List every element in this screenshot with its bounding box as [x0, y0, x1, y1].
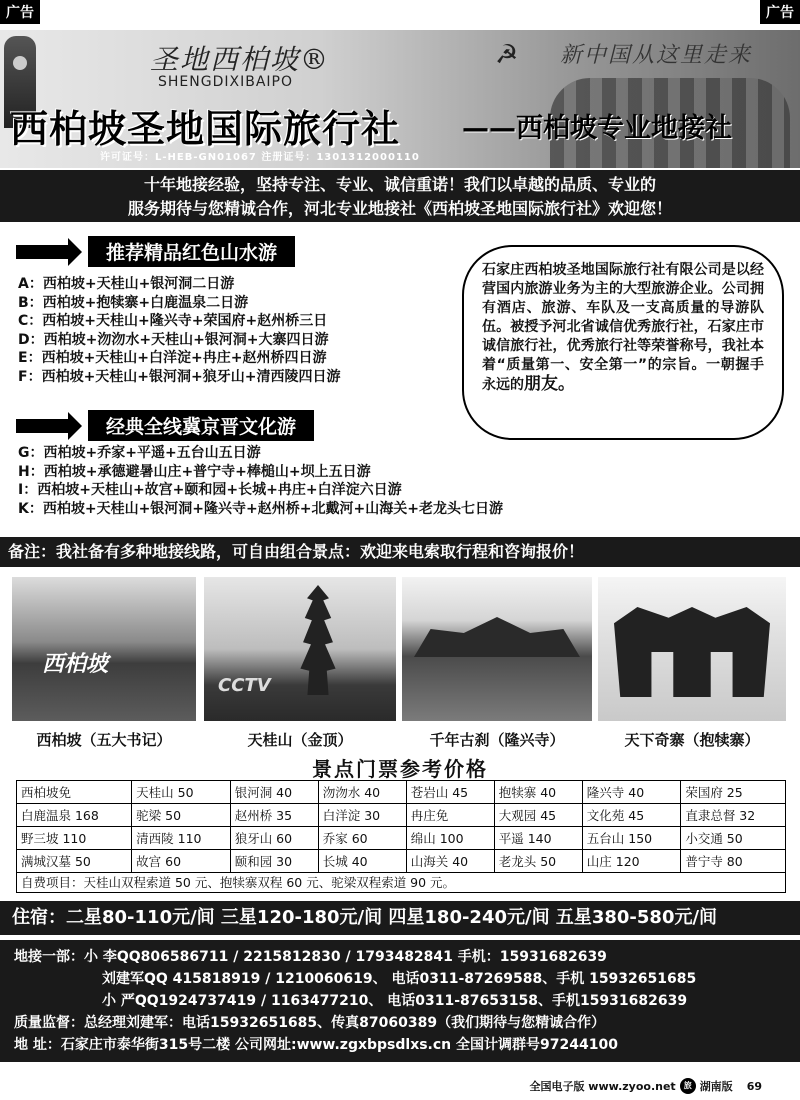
route-item: H：西柏坡+承德避暑山庄+普宁寺+棒槌山+坝上五日游: [18, 463, 371, 480]
route-item: B：西柏坡+抱犊寨+白鹿温泉二日游: [18, 294, 249, 311]
ad-tag-left: 广告: [0, 0, 40, 24]
route-item: F：西柏坡+天桂山+银河洞+狼牙山+清西陵四日游: [18, 368, 341, 385]
table-cell: 直隶总督 32: [681, 804, 786, 827]
table-cell: 冉庄免: [406, 804, 494, 827]
table-cell: 抱犊寨 40: [494, 781, 582, 804]
table-cell: 平遥 140: [494, 827, 582, 850]
route-item: A：西柏坡+天桂山+银河洞二日游: [18, 276, 235, 292]
table-row: [17, 827, 786, 850]
company-intro-box: [462, 245, 784, 440]
price-table-title: 景点门票参考价格: [312, 757, 488, 781]
price-table: [16, 780, 786, 873]
contact-line: 刘建军QQ 415818919 / 1210060619、 电话0311-87269588、手机 15932651685: [102, 971, 697, 987]
table-cell: 白洋淀 30: [318, 804, 406, 827]
table-cell: 赵州桥 35: [230, 804, 318, 827]
route-item: C：西柏坡+天桂山+隆兴寺+荣国府+赵州桥三日: [18, 313, 328, 329]
hotel-price-bar: 住宿：二星80-110元/间 三星120-180元/间 四星180-240元/间 五星380-580元/间: [0, 901, 800, 935]
table-cell: 五台山 150: [582, 827, 681, 850]
logo-text: 圣地西柏坡®: [150, 43, 331, 76]
table-cell: 老龙头 50: [494, 850, 582, 873]
footer-edition: 全国电子版 www.zyoo.net: [529, 1080, 676, 1093]
table-cell: 沕沕水 40: [318, 781, 406, 804]
table-cell: 驼梁 50: [132, 804, 231, 827]
section-label: 经典全线冀京晋文化游: [88, 410, 314, 441]
contact-line: 小 严QQ1924737419 / 1163477210、 电话0311-87653158、手机15931682639: [102, 993, 688, 1009]
table-cell: 文化苑 45: [582, 804, 681, 827]
route-item: I：西柏坡+天桂山+故宫+颐和园+长城+冉庄+白洋淀六日游: [18, 482, 402, 498]
travel-badge-icon: 旅: [680, 1078, 696, 1094]
table-cell: 白鹿温泉 168: [17, 804, 132, 827]
company-intro-emphasis: 朋友。: [524, 374, 575, 394]
table-cell: 山海关 40: [406, 850, 494, 873]
section-header-culture-tours: [16, 410, 314, 441]
page-number: 69: [746, 1079, 762, 1093]
table-cell: 西柏坡免: [17, 781, 132, 804]
photo-baoduzhai: [598, 577, 786, 721]
footer-region: 湖南版: [699, 1080, 733, 1093]
table-cell: 乔家 60: [318, 827, 406, 850]
cctv-watermark: CCTV: [218, 675, 271, 696]
route-item: K：西柏坡+天桂山+银河洞+隆兴寺+赵州桥+北戴河+山海关+老龙头七日游: [18, 500, 503, 517]
table-cell: 满城汉墓 50: [17, 850, 132, 873]
license-numbers: 许可证号：L-HEB-GN01067 注册证号：1301312000110: [100, 152, 420, 163]
ad-tag-right: 广告: [760, 0, 800, 24]
table-cell: 荣国府 25: [681, 781, 786, 804]
intro-bar: [0, 170, 800, 222]
contact-block: [0, 940, 800, 1062]
gate-image: [614, 607, 770, 697]
photo-tianguishan: [204, 577, 396, 721]
quality-supervision: 质量监督：总经理刘建军：电话15932651685、传真87060389（我们期待与您精诚合作）: [14, 1015, 606, 1031]
temple-roofs-image: [414, 617, 580, 657]
company-intro-text: 石家庄西柏坡圣地国际旅行社有限公司是以经营国内旅游业务为主的大型旅游企业。公司拥有酒店、旅游、车队及一支高质量的导游队伍。被授予河北省诚信优秀旅行社，石家庄市诚信旅行社，优秀旅行社等荣誉称号，我社本着“质量第一、安全第一”的宗旨。一朝握手永远的: [482, 262, 764, 393]
section-header-red-tours: [16, 236, 295, 267]
table-cell: 狼牙山 60: [230, 827, 318, 850]
route-list-culture-tours: [18, 444, 503, 518]
intro-line-1: 十年地接经验，坚持专注、专业、诚信重诺！我们以卓越的品质、专业的: [143, 175, 656, 194]
route-item: G：西柏坡+乔家+平遥+五台山五日游: [18, 445, 261, 461]
table-cell: 绵山 100: [406, 827, 494, 850]
table-row: [17, 850, 786, 873]
header-banner: [0, 30, 800, 168]
contact-line: 地接一部：小 李QQ806586711 / 2215812830 / 1793482841 手机：15931682639: [14, 949, 607, 965]
table-cell: 野三坡 110: [17, 827, 132, 850]
table-row: [17, 804, 786, 827]
table-cell: 普宁寺 80: [681, 850, 786, 873]
logo-subtext: SHENGDIXIBAIPO: [158, 74, 293, 90]
agency-title: 西柏坡圣地国际旅行社: [10, 107, 401, 151]
route-item: D：西柏坡+沕沕水+天桂山+银河洞+大寨四日游: [18, 331, 329, 348]
intro-line-2: 服务期待与您精诚合作，河北专业地接社《西柏坡圣地国际旅行社》欢迎您！: [127, 199, 672, 218]
note-bar: 备注：我社备有多种地接线路，可自由组合景点：欢迎来电索取行程和咨询报价！: [0, 537, 800, 567]
table-cell: 小交通 50: [681, 827, 786, 850]
table-row: [17, 781, 786, 804]
table-cell: 天桂山 50: [132, 781, 231, 804]
arrow-right-icon: [16, 245, 70, 259]
table-cell: 山庄 120: [582, 850, 681, 873]
table-cell: 清西陵 110: [132, 827, 231, 850]
table-cell: 故宫 60: [132, 850, 231, 873]
photo-xibaipo: [12, 577, 196, 721]
table-cell: 银河洞 40: [230, 781, 318, 804]
pagoda-image: [296, 585, 340, 695]
table-cell: 大观园 45: [494, 804, 582, 827]
table-cell: 隆兴寺 40: [582, 781, 681, 804]
photo-caption: 西柏坡（五大书记）: [36, 731, 172, 749]
party-emblem-icon: ☭: [495, 40, 519, 70]
photo-longxing-temple: [402, 577, 592, 721]
photo-xibaipo-text: 西柏坡: [42, 652, 109, 677]
self-pay-items: 自费项目：天桂山双程索道 50 元、抱犊寨双程 60 元、驼梁双程索道 90 元。: [16, 871, 786, 893]
route-list-red-tours: [18, 275, 340, 386]
table-cell: 苍岩山 45: [406, 781, 494, 804]
agency-subtitle: ——西柏坡专业地接社: [462, 113, 732, 144]
photo-caption: 天桂山（金顶）: [247, 731, 353, 749]
section-label: 推荐精品红色山水游: [88, 236, 295, 267]
table-cell: 长城 40: [318, 850, 406, 873]
banner-slogan: 新中国从这里走来: [560, 43, 753, 68]
page-footer: [529, 1078, 762, 1094]
address-line: 地 址：石家庄市泰华街315号二楼 公司网址:www.zgxbpsdlxs.cn 全国计调群号97244100: [14, 1037, 618, 1053]
photo-caption: 千年古刹（隆兴寺）: [429, 731, 565, 749]
route-item: E：西柏坡+天桂山+白洋淀+冉庄+赵州桥四日游: [18, 350, 327, 366]
photo-caption: 天下奇寨（抱犊寨）: [624, 731, 760, 749]
arrow-right-icon: [16, 419, 70, 433]
table-cell: 颐和园 30: [230, 850, 318, 873]
